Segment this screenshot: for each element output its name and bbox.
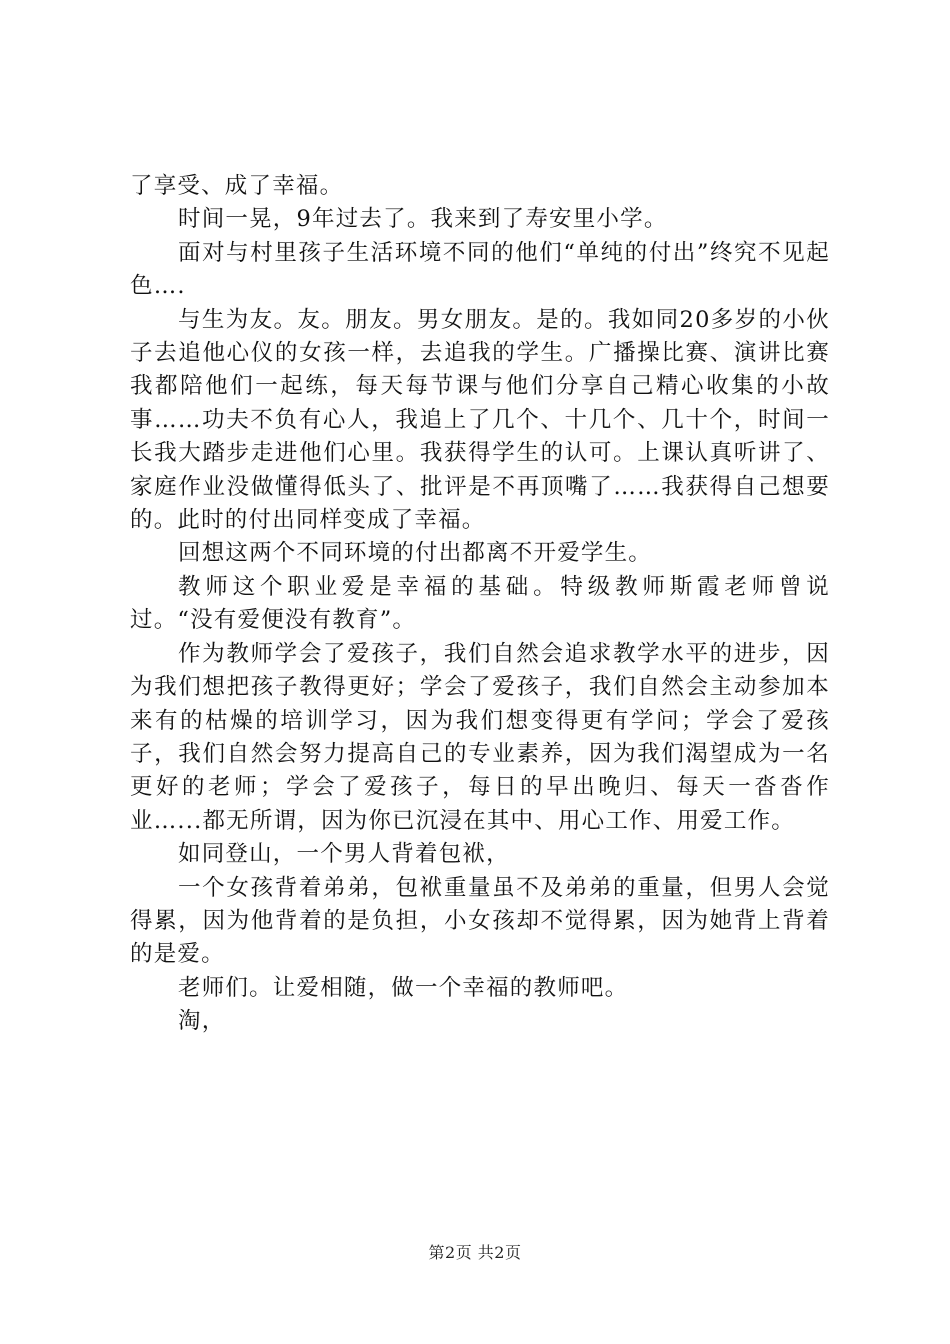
- paragraph-9: 一个女孩背着弟弟，包袱重量虽不及弟弟的重量，但男人会觉得累，因为他背着的是负担，小女孩却不觉得累，因为她背上背着的是爱。: [130, 874, 830, 968]
- paragraph-8: 如同登山，一个男人背着包袱，: [178, 841, 510, 868]
- paragraph-2: 时间一晃，9年过去了。我来到了寿安里小学。: [178, 206, 668, 233]
- paragraph-11: 淘，: [178, 1008, 226, 1035]
- paragraph-7: 作为教师学会了爱孩子，我们自然会追求教学水平的进步，因为我们想把孩子教得更好；学会了爱孩子，我们自然会主动参加本来有的枯燥的培训学习，因为我们想变得更有学问；学会了爱孩子，我们自然会努力提高自己的专业素养，因为我们渴望成为一名更好的老师；学会了爱孩子，每日的早出晚归、每天一沓沓作业…...都无所谓，因为你已沉浸在其中、用心工作、用爱工作。: [130, 640, 830, 834]
- paragraph-5: 回想这两个不同环境的付出都离不开爱学生。: [178, 540, 653, 567]
- document-body: [130, 170, 830, 1039]
- page-number-footer: 第2页 共2页: [428, 1243, 522, 1262]
- paragraph-6: 教师这个职业爱是幸福的基础。特级教师斯霞老师曾说过。“没有爱便没有教育”。: [130, 573, 830, 634]
- paragraph-1: 了享受、成了幸福。: [130, 173, 344, 199]
- paragraph-3: 面对与村里孩子生活环境不同的他们“单纯的付出”终究不见起色….: [130, 239, 830, 300]
- paragraph-4: 与生为友。友。朋友。男女朋友。是的。我如同20多岁的小伙子去追他心仪的女孩一样，去追我的学生。广播操比赛、演讲比赛我都陪他们一起练，每天每节课与他们分享自己精心收集的小故事……功夫不负有心人，我追上了几个、十几个、几十个，时间一长我大踏步走进他们心里。我获得学生的认可。上课认真听讲了、家庭作业没做懂得低头了、批评是不再顶嘴了……我获得自己想要的。此时的付出同样变成了幸福。: [130, 306, 830, 534]
- paragraph-10: 老师们。让爱相随，做一个幸福的教师吧。: [178, 974, 629, 1001]
